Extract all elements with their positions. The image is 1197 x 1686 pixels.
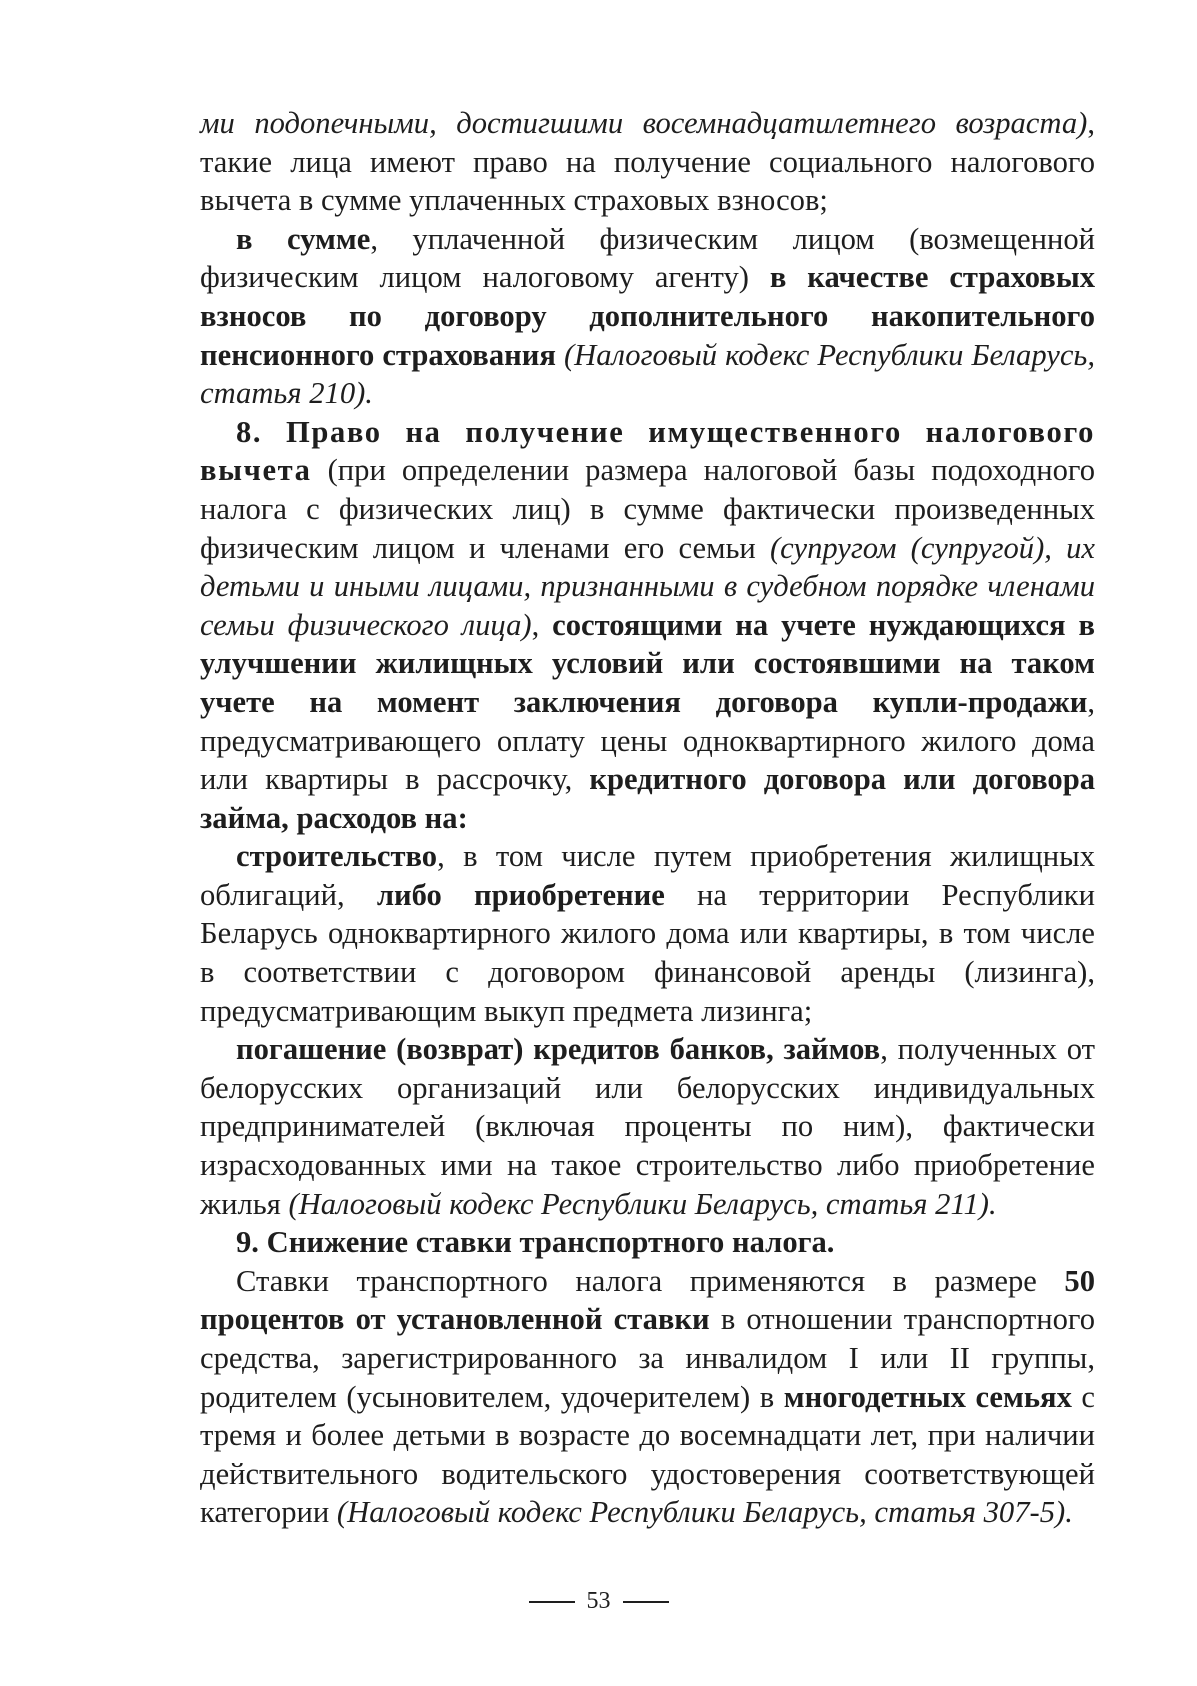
text-run: на территории Республики Беларусь одноквартирного жилого дома или квартиры, в том числе в соответствии с договором финансовой аренды (лизинга), предусматривающим выкуп предмета лизинга;	[200, 877, 1095, 1028]
italic-run: (Налоговый кодекс Республики Беларусь, статья 211).	[288, 1186, 997, 1221]
paragraph-construction	[200, 837, 1095, 1030]
paragraph-transport-tax	[200, 1262, 1095, 1532]
bold-run: кредитного договора или договора займа, расходов на:	[200, 762, 1096, 835]
footer-dash-right	[623, 1601, 669, 1603]
italic-run: (Налоговый кодекс Республики Беларусь, статья 210).	[200, 337, 1095, 411]
text-run: , в том числе путем приобретения жилищных облигаций,	[200, 839, 1095, 912]
text-run: с тремя и более детьми в возрасте до восемнадцати лет, при наличии действительного водительского удостоверения соответствующей категории	[200, 1379, 1095, 1530]
footer-dash-left	[529, 1601, 575, 1603]
bold-run: 50 процентов от установленной ставки	[200, 1263, 1095, 1337]
heading-transport-tax	[200, 1223, 1095, 1262]
text-run	[556, 338, 564, 372]
text-run: , предусматривающего оплату цены одноквартирного жилого дома или квартиры в рассрочку,	[200, 684, 1095, 797]
text-run: в отношении транспортного средства, зарегистрированного за инвалидом I или II группы, родителем (усыновителем, удочерителем) в	[200, 1302, 1095, 1414]
text-run: , полученных от белорусских организаций или белорусских индивидуальных предпринимателей (включая проценты по ним), фактически израсходованных ими на такое строительство либо приобретение жилья	[200, 1032, 1095, 1221]
paragraph-continuation	[200, 104, 1095, 220]
bold-run: в качестве страховых взносов по договору дополнительного накопительного пенсионного страхования	[200, 260, 1095, 372]
italic-run: (Налоговый кодекс Республики Беларусь, статья 307-5).	[336, 1495, 1073, 1530]
body-text	[200, 104, 1095, 1532]
bold-run: погашение (возврат) кредитов банков, займов	[236, 1032, 881, 1067]
bold-run: 9. Снижение ставки транспортного налога.	[236, 1225, 835, 1260]
paragraph-pension-insurance	[200, 220, 1095, 413]
page-footer	[0, 1588, 1197, 1615]
bold-run: многодетных семьях	[783, 1379, 1072, 1414]
page-number: 53	[586, 1588, 611, 1614]
text-run: ,	[531, 607, 553, 642]
text-run: , уплаченной физическим лицом (возмещенной физическим лицом налоговому агенту)	[200, 221, 1095, 295]
paragraph-loan-repayment	[200, 1030, 1095, 1223]
text-run: , такие лица имеют право на получение социального налогового вычета в сумме уплаченных страховых взносов;	[200, 106, 1095, 218]
bold-run: 8. Право на получение имущественного налогового вычета	[200, 414, 1095, 488]
paragraph-property-deduction	[200, 413, 1095, 838]
text-run: (при определении размера налоговой базы подоходного налога с физических лиц) в сумме фактически произведенных физическим лицом и членами его семьи	[200, 453, 1095, 565]
bold-run: в сумме	[236, 221, 371, 256]
italic-run: ми подопечными, достигшими восемнадцатилетнего возраста)	[200, 106, 1088, 140]
italic-run: (супругом (супругой), их детьми и иными лицами, признанными в судебном порядке членами семьи физического лица)	[200, 530, 1095, 642]
bold-run: строительство	[236, 839, 438, 874]
bold-run: либо приобретение	[376, 877, 665, 912]
text-run: Ставки транспортного налога применяются в размере	[236, 1263, 1065, 1298]
bold-run: состоящими на учете нуждающихся в улучшении жилищных условий или состоявшими на таком учете на момент заключения договора купли-продажи	[200, 607, 1096, 719]
